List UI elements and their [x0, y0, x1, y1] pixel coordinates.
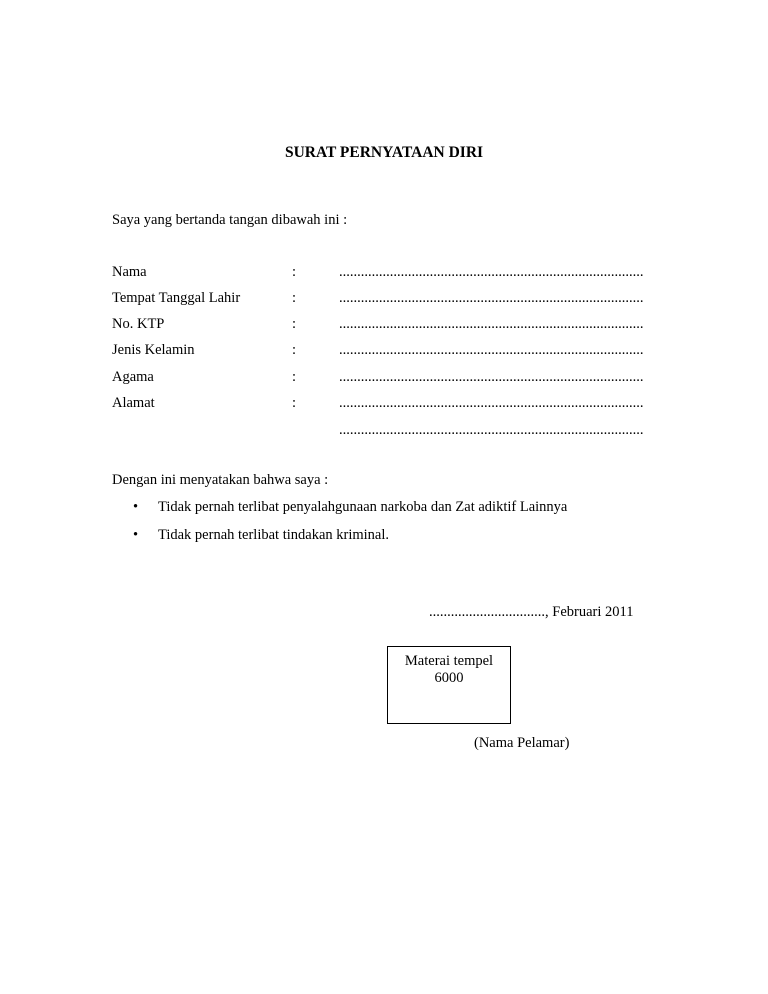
- field-label: Alamat: [112, 395, 155, 411]
- bullet-icon: •: [133, 527, 139, 543]
- stamp-value: 6000: [434, 670, 464, 686]
- field-colon: :: [292, 264, 297, 280]
- field-label: Agama: [112, 369, 154, 385]
- stamp-box: [387, 646, 511, 724]
- field-row-agama: [112, 369, 672, 389]
- field-blank-line: ....................................................................................: [339, 342, 644, 358]
- field-colon: :: [292, 342, 297, 358]
- statement-heading: Dengan ini menyatakan bahwa saya :: [112, 472, 329, 488]
- field-blank-line: ....................................................................................: [339, 369, 644, 385]
- field-colon: :: [292, 369, 297, 385]
- field-blank-line: ....................................................................................: [339, 395, 644, 411]
- field-label: Jenis Kelamin: [112, 342, 195, 358]
- field-label: No. KTP: [112, 316, 165, 332]
- field-colon: :: [292, 290, 297, 306]
- signature-name: (Nama Pelamar): [474, 735, 570, 751]
- bullet-text: Tidak pernah terlibat tindakan kriminal.: [158, 527, 390, 543]
- field-blank-line: ....................................................................................: [339, 264, 644, 280]
- page-title: SURAT PERNYATAAN DIRI: [284, 144, 484, 161]
- field-row-alamat-continued: [112, 422, 672, 442]
- field-blank-line: ....................................................................................: [339, 290, 644, 306]
- field-row-tempat-tanggal-lahir: [112, 290, 672, 310]
- field-colon: :: [292, 395, 297, 411]
- field-colon: :: [292, 316, 297, 332]
- date-line: ................................, Februari 2011: [429, 604, 634, 620]
- field-blank-line: ....................................................................................: [339, 316, 644, 332]
- stamp-label: Materai tempel: [404, 653, 494, 669]
- field-row-no-ktp: [112, 316, 672, 336]
- field-label: Nama: [112, 264, 147, 280]
- field-label: Tempat Tanggal Lahir: [112, 290, 241, 306]
- intro-text: Saya yang bertanda tangan dibawah ini :: [112, 212, 348, 228]
- field-row-alamat: [112, 395, 672, 415]
- bullet-icon: •: [133, 499, 139, 515]
- field-blank-line: ....................................................................................: [339, 422, 644, 438]
- field-row-jenis-kelamin: [112, 342, 672, 362]
- field-row-nama: [112, 264, 672, 284]
- bullet-text: Tidak pernah terlibat penyalahgunaan narkoba dan Zat adiktif Lainnya: [158, 499, 568, 515]
